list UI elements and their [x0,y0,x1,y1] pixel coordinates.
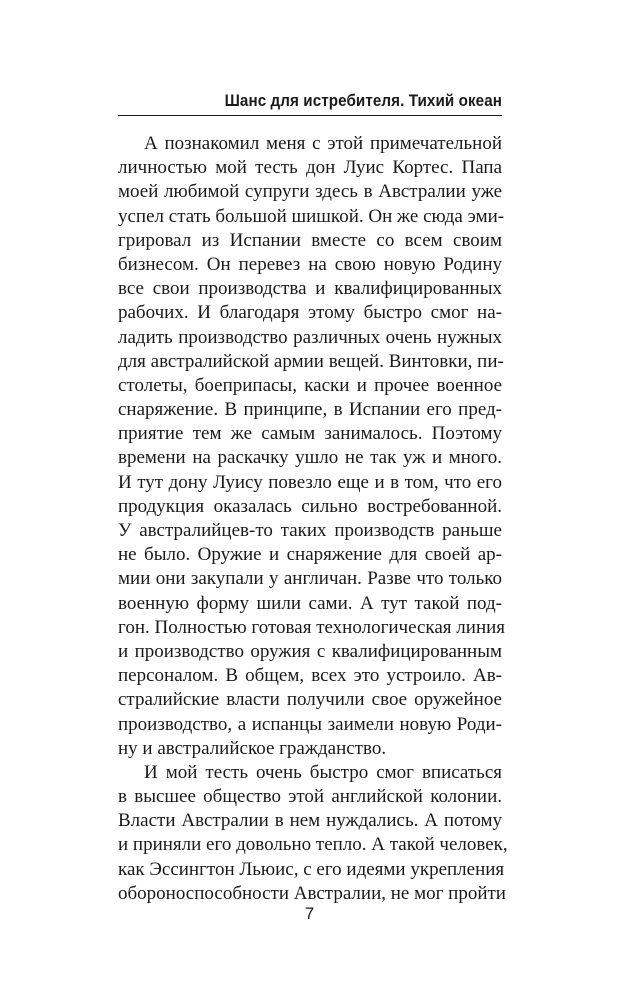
page-body-text [118,132,508,906]
paragraph [118,132,506,761]
text-line: и приняли его довольно тепло. А такой человек, [118,834,508,856]
text-line: военную форму шили сами. А тут такой под- [118,592,502,614]
paragraph [118,761,508,906]
page-number: 7 [304,904,315,923]
text-line: стралийские власти получили свое оружейное [118,689,502,711]
text-line: не было. Оружие и снаряжение для своей ар- [118,544,502,566]
text-line: и производство оружия с квалифицированным [118,640,502,662]
text-line: ну и австралийское гражданство. [118,737,387,759]
text-line: личностью мой тесть дон Луис Кортес. Папа [118,157,502,179]
text-line: бизнесом. Он перевез на свою новую Родину [118,253,502,275]
text-line: снаряжение. В принципе, в Испании его пред- [118,399,502,421]
text-line: в высшее общество этой английской колонии. [118,786,502,808]
text-line: А познакомил меня с этой примечательной [144,133,502,154]
text-line: мии они закупали у англичан. Разве что только [118,568,502,590]
text-line: ладить производство различных очень нужных [118,326,502,348]
text-line: успел стать большой шишкой. Он же сюда эми- [118,205,505,227]
text-line: продукция оказалась сильно востребованной. [118,495,502,517]
text-line: И тут дону Луису повезло еще и в том, что его [118,471,502,493]
text-line: У австралийцев-то таких производств раньше [118,520,502,541]
text-line: времени на раскачку ушло не так уж и много. [118,447,502,469]
text-line: грировал из Испании вместе со всем своим [118,229,502,251]
text-line: для австралийской армии вещей. Винтовки, пи- [118,350,504,372]
text-line: столеты, боеприпасы, каски и прочее военное [118,374,502,396]
text-line: производство, а испанцы заимели новую Роди- [118,713,502,735]
text-line: все свои производства и квалифицированных [118,278,502,300]
text-line: Власти Австралии в нем нуждались. А потому [118,810,502,832]
text-line: моей любимой супруги здесь в Австралии уже [118,181,502,203]
text-line: персоналом. В общем, всех это устроило. Ав- [118,665,502,687]
text-line: приятие тем же самым занималось. Поэтому [118,423,502,445]
running-header-title: Шанс для истребителя. Тихий океан [224,92,502,110]
text-line: И мой тесть очень быстро смог вписаться [144,761,502,783]
text-line: гон. Полностью готовая технологическая линия [118,616,506,638]
text-line: рабочих. И благодаря этому быстро смог на- [118,302,502,324]
text-line: обороноспособности Австралии, не мог пройти [118,882,506,904]
header-divider [118,115,502,116]
text-line: как Эссингтон Льюис, с его идеями укрепления [118,858,505,880]
